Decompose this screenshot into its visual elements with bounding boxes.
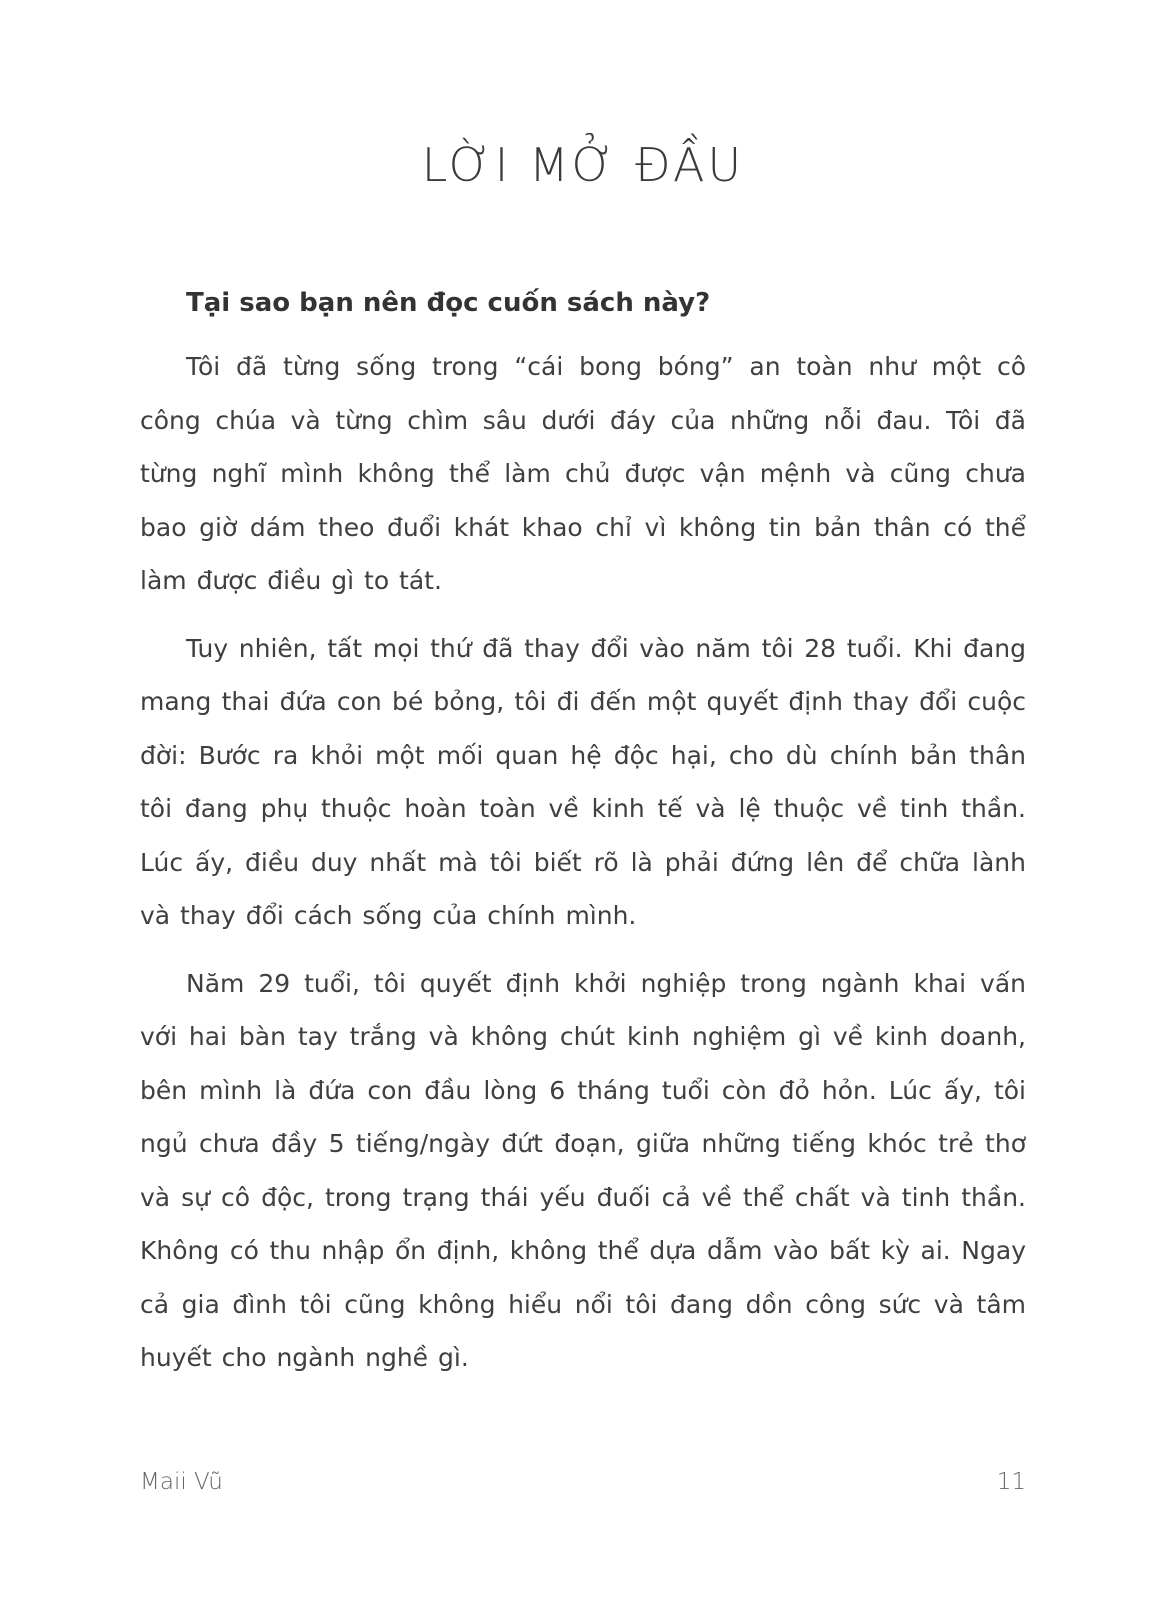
footer-page-number: 11 <box>996 1469 1026 1495</box>
chapter-title: LỜI MỞ ĐẦU <box>421 138 745 192</box>
paragraph-2: Tuy nhiên, tất mọi thứ đã thay đổi vào năm tôi 28 tuổi. Khi đang mang thai đứa con bé bỏng, tôi đi đến một quyết định thay đổi cuộc đời: Bước ra khỏi một mối quan hệ độc hại, cho dù chính bản thân tôi đang phụ thuộc hoàn toàn về kinh tế và lệ thuộc về tinh thần. Lúc ấy, điều duy nhất mà tôi biết rõ là phải đứng lên để chữa lành và thay đổi cách sống của chính mình. <box>140 633 1026 930</box>
page-content <box>140 288 1026 1385</box>
page-footer <box>140 1469 1026 1495</box>
paragraph-1: Tôi đã từng sống trong “cái bong bóng” an toàn như một cô công chúa và từng chìm sâu dưới đáy của những nỗi đau. Tôi đã từng nghĩ mình không thể làm chủ được vận mệnh và cũng chưa bao giờ dám theo đuổi khát khao chỉ vì không tin bản thân có thể làm được điều gì to tát. <box>140 352 1026 595</box>
footer-author: Maii Vũ <box>140 1469 223 1495</box>
section-heading: Tại sao bạn nên đọc cuốn sách này? <box>186 288 711 318</box>
paragraph-3: Năm 29 tuổi, tôi quyết định khởi nghiệp trong ngành khai vấn với hai bàn tay trắng và không chút kinh nghiệm gì về kinh doanh, bên mình là đứa con đầu lòng 6 tháng tuổi còn đỏ hỏn. Lúc ấy, tôi ngủ chưa đầy 5 tiếng/ngày đứt đoạn, giữa những tiếng khóc trẻ thơ và sự cô độc, trong trạng thái yếu đuối cả về thể chất và tinh thần. Không có thu nhập ổn định, không thể dựa dẫm vào bất kỳ ai. Ngay cả gia đình tôi cũng không hiểu nổi tôi đang dồn công sức và tâm huyết cho ngành nghề gì. <box>140 968 1026 1372</box>
